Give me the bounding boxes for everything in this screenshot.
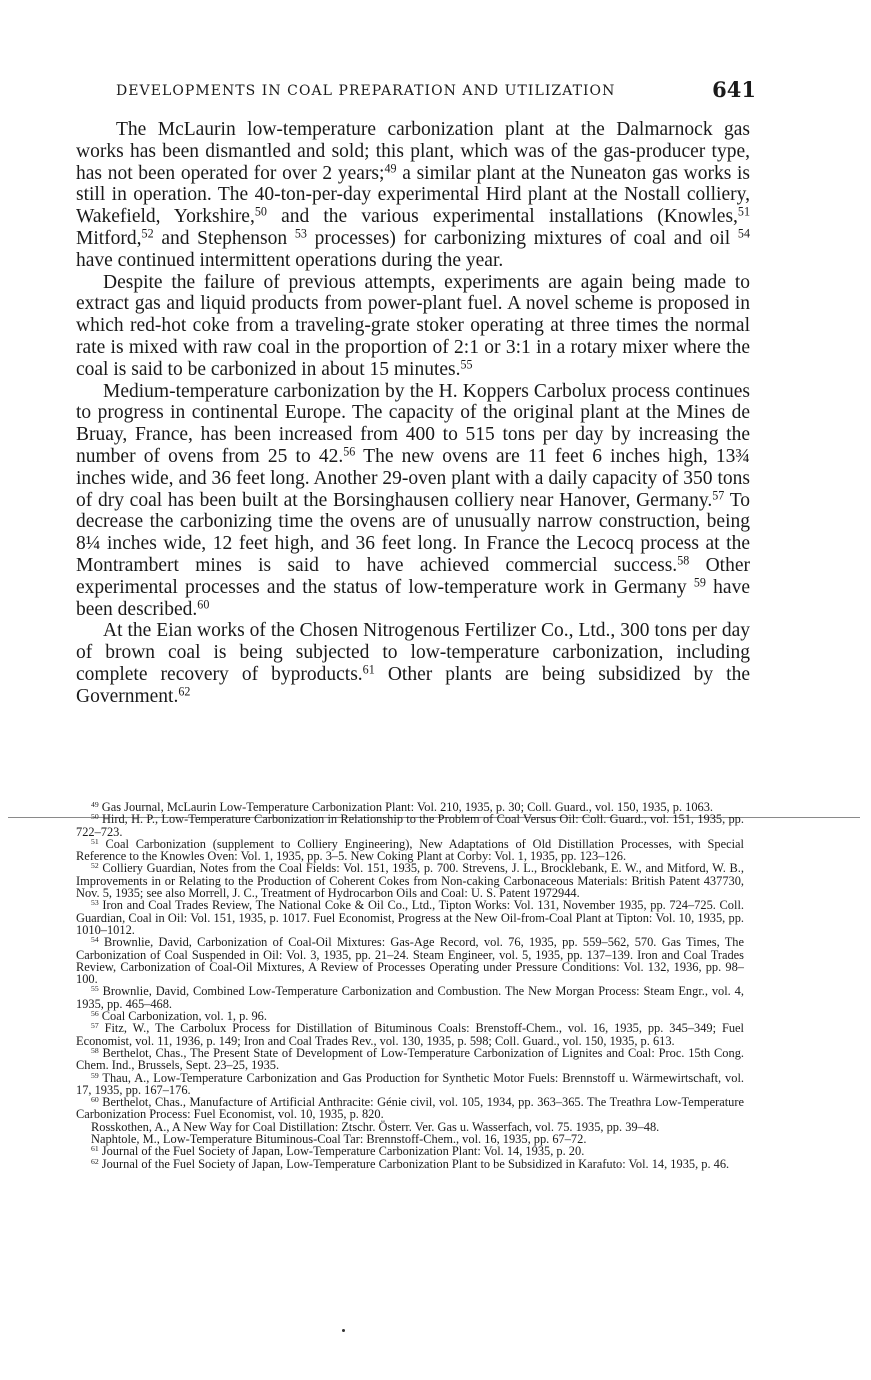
body-paragraph (76, 381, 750, 621)
page-mark (342, 1329, 345, 1332)
footnote-ref: 60 (197, 596, 210, 611)
body-paragraph (76, 119, 750, 272)
footnote-text: Brownlie, David, Combined Low-Temperature Carbonization and Combustion. The New Morgan Process: Steam Engr., vol. 4, 1935, pp. 465–468. (76, 984, 744, 1011)
footnote-ref: 53 (294, 226, 307, 241)
page-number: 641 (712, 77, 756, 102)
footnote (76, 1022, 744, 1047)
footnote-number: 62 (91, 1156, 99, 1166)
text-run: processes) for carbonizing mixtures of coal and oil (306, 227, 738, 249)
footnote (76, 1047, 744, 1072)
footnote-text: Journal of the Fuel Society of Japan, Low-Temperature Carbonization Plant: Vol. 14, 1935, p. 20. (101, 1144, 585, 1159)
footnote-text: Gas Journal, McLaurin Low-Temperature Carbonization Plant: Vol. 210, 1935, p. 30; Coll. Guard., vol. 150, 1935, p. 1063. (101, 800, 714, 814)
footnote (76, 838, 744, 863)
text-run: have been described. (76, 576, 750, 620)
footnote-text: Thau, A., Low-Temperature Carbonization and Gas Production for Synthetic Motor Fuels: Brennstoff u. Wärmewirtschaft, vol. 17, 1935, pp. 167–176. (76, 1070, 744, 1097)
footnote-ref: 61 (362, 662, 375, 677)
footnote-number: 53 (91, 898, 99, 908)
footnote-text: Coal Carbonization, vol. 1, p. 96. (101, 1009, 267, 1024)
footnote-number: 59 (91, 1070, 99, 1080)
footnote-number: 58 (91, 1045, 99, 1055)
footnote-text: Berthelot, Chas., The Present State of Development of Low-Temperature Carbonization of Lignites and Coal: Proc. 15th Cong. Chem. Ind., Brussels, Sept. 23–25, 1935. (76, 1045, 744, 1073)
text-run: a similar plant at the Nuneaton gas works is still in operation. The 40-ton-per-day experimental Hird plant at the Nostall colliery, Wakefield, Yorkshire, (76, 162, 750, 228)
footnote-text: Fitz, W., The Carbolux Process for Distillation of Bituminous Coals: Brenstoff-Chem., vol. 16, 1935, pp. 345–349; Fuel Economist, vol. 11, 1936, p. 149; Iron and Coal Trades Rev., vol. 130, 1935, p. 598; Coll. Guard., vol. 150, 1935, p. 613. (76, 1021, 744, 1048)
footnote (76, 813, 744, 838)
text-run: Other plants are being subsidized by the Government. (76, 663, 751, 707)
footnote-text: Naphtole, M., Low-Temperature Bituminous-Coal Tar: Brennstoff-Chem., vol. 16, 1935, pp. 67–72. (91, 1132, 587, 1147)
text-run: The new ovens are 11 feet 6 inches high, 13¾ inches wide, and 36 feet long. Another 29-oven plant with a daily capacity of 350 tons of dry coal has been built at the Borsinghausen colliery near Hanover, Germany. (76, 445, 750, 511)
footnote-number: 52 (91, 861, 99, 871)
footnote-number: 61 (91, 1144, 99, 1154)
footnote-number: 57 (91, 1021, 99, 1031)
footnote-number: 54 (91, 935, 99, 945)
body-text (76, 119, 750, 708)
footnote-ref: 54 (737, 226, 750, 241)
text-run: and the various experimental installations (Knowles, (266, 206, 738, 228)
footnote-text: Rosskothen, A., A New Way for Coal Distillation: Ztschr. Österr. Ver. Gas u. Wasserfach, vol. 75. 1935, pp. 39–48. (91, 1119, 660, 1134)
text-run: Mitford, (76, 227, 142, 249)
footnote (76, 985, 744, 1010)
footnote-ref: 51 (737, 204, 750, 219)
footnote (76, 899, 744, 936)
footnote-ref: 59 (693, 575, 706, 590)
running-head (116, 79, 756, 103)
footnote-ref: 56 (343, 444, 356, 459)
footnote-text: Brownlie, David, Carbonization of Coal-Oil Mixtures: Gas-Age Record, vol. 76, 1935, pp. 559–562, 570. Gas Times, The Carbonization of Coal Suspended in Oil: Vol. 3, 1935, pp. 21–24. Steam Engineer, vol. 5, 1935, pp. 137–139. Iron and Coal Trades Review, Carbonization of Coal-Oil Mixtures, A Review of Processes Operating under Pressure Conditions: Vol. 132, 1936, pp. 98–100. (76, 935, 745, 987)
running-title: DEVELOPMENTS IN COAL PREPARATION AND UTILIZATION (116, 83, 616, 99)
footnote-number: 49 (91, 799, 99, 809)
footnote-number: 60 (91, 1094, 99, 1104)
body-paragraph (76, 620, 750, 707)
footnote (76, 862, 744, 899)
footnote-ref: 57 (712, 487, 725, 502)
footnote-ref: 62 (178, 684, 191, 699)
footnote-text: Iron and Coal Trades Review, The National Coke & Oil Co., Ltd., Tipton Works: Vol. 131, November 1935, pp. 724–725. Coll. Guardian, Coal in Oil: Vol. 151, 1935, p. 1017. Fuel Economist, Progress at the New Oil-from-Coal Plant at Tipton: Vol. 10, 1935, pp. 1010–1012. (76, 898, 744, 937)
footnote-text: Journal of the Fuel Society of Japan, Low-Temperature Carbonization Plant to be Subsidized in Karafuto: Vol. 14, 1935, p. 46. (101, 1156, 730, 1171)
text-run: To decrease the carbonizing time the ovens are of unusually narrow construction, being 8¼ inches wide, 12 feet high, and 36 feet long. In France the Lecocq process at the Montrambert mines is said to have achieved commercial success. (76, 489, 750, 576)
footnote (76, 1072, 744, 1097)
footnote-ref: 58 (677, 553, 690, 568)
footnote (76, 936, 744, 985)
footnote-number: 51 (91, 836, 99, 846)
text-run: have continued intermittent operations during the year. (76, 249, 504, 271)
footnote-ref: 55 (460, 357, 473, 372)
footnote (76, 1158, 744, 1170)
text-run: Despite the failure of previous attempts, experiments are again being made to extract gas and liquid products from power-plant fuel. A novel scheme is proposed in which red-hot coke from a traveling-grate stoker operating at three times the normal rate is mixed with raw coal in the proportion of 2:1 or 3:1 in a rotary mixer where the coal is said to be carbonized in about 15 minutes. (76, 271, 750, 380)
footnote (76, 1096, 744, 1121)
body-paragraph (76, 272, 750, 381)
footnote-number: 56 (91, 1008, 99, 1018)
text-run: Other experimental processes and the status of low-temperature work in Germany (76, 554, 750, 598)
footnote-text: Coal Carbonization (supplement to Colliery Engineering), New Adaptations of Old Distillation Processes, with Special Reference to the Knowles Oven: Vol. 1, 1935, pp. 3–5. New Coking Plant at Corby: Vol. 1, 1935, pp. 123–126. (76, 836, 744, 864)
footnote-ref: 52 (141, 226, 154, 241)
footnote-text: Hird, H. P., Low-Temperature Carbonization in Relationship to the Problem of Coal Versus Oil: Coll. Guard., vol. 151, 1935, pp. 722–723. (76, 812, 744, 839)
text-run: The McLaurin low-temperature carbonization plant at the Dalmarnock gas works has been dismantled and sold; this plant, which was of the gas-producer type, has not been operated for over 2 years; (76, 119, 750, 184)
text-run: and Stephenson (153, 227, 295, 249)
footnote-text: Berthelot, Chas., Manufacture of Artificial Anthracite: Génie civil, vol. 105, 1934, pp. 363–365. The Treathra Low-Temperature Carbonization Process: Fuel Economist, vol. 10, 1935, p. 820. (76, 1095, 744, 1122)
footnotes (76, 801, 744, 1170)
text-run: Medium-temperature carbonization by the H. Koppers Carbolux process continues to progress in continental Europe. The capacity of the original plant at the Mines de Bruay, France, has been increased from 400 to 515 tons per day by increasing the number of ovens from 25 to 42. (76, 380, 750, 467)
footnote-ref: 50 (254, 204, 267, 219)
footnote-ref: 49 (384, 160, 397, 175)
footnote-text: Colliery Guardian, Notes from the Coal Fields: Vol. 151, 1935, p. 700. Strevens, J. L., Brocklebank, E. W., and Mitford, W. B., Improvements in or Relating to the Production of Coherent Cokes from Non-caking Carbonaceous Materials: British Patent 437730, Nov. 5, 1935; see also Morrell, J. C., Treatment of Hydrocarbon Oils and Coal: U. S. Patent 1972944. (76, 861, 744, 901)
text-run: At the Eian works of the Chosen Nitrogenous Fertilizer Co., Ltd., 300 tons per day of brown coal is being subjected to low-temperature carbonization, including complete recovery of byproducts. (76, 620, 750, 685)
footnote-number: 55 (91, 984, 99, 994)
footnote-number: 50 (91, 812, 99, 822)
